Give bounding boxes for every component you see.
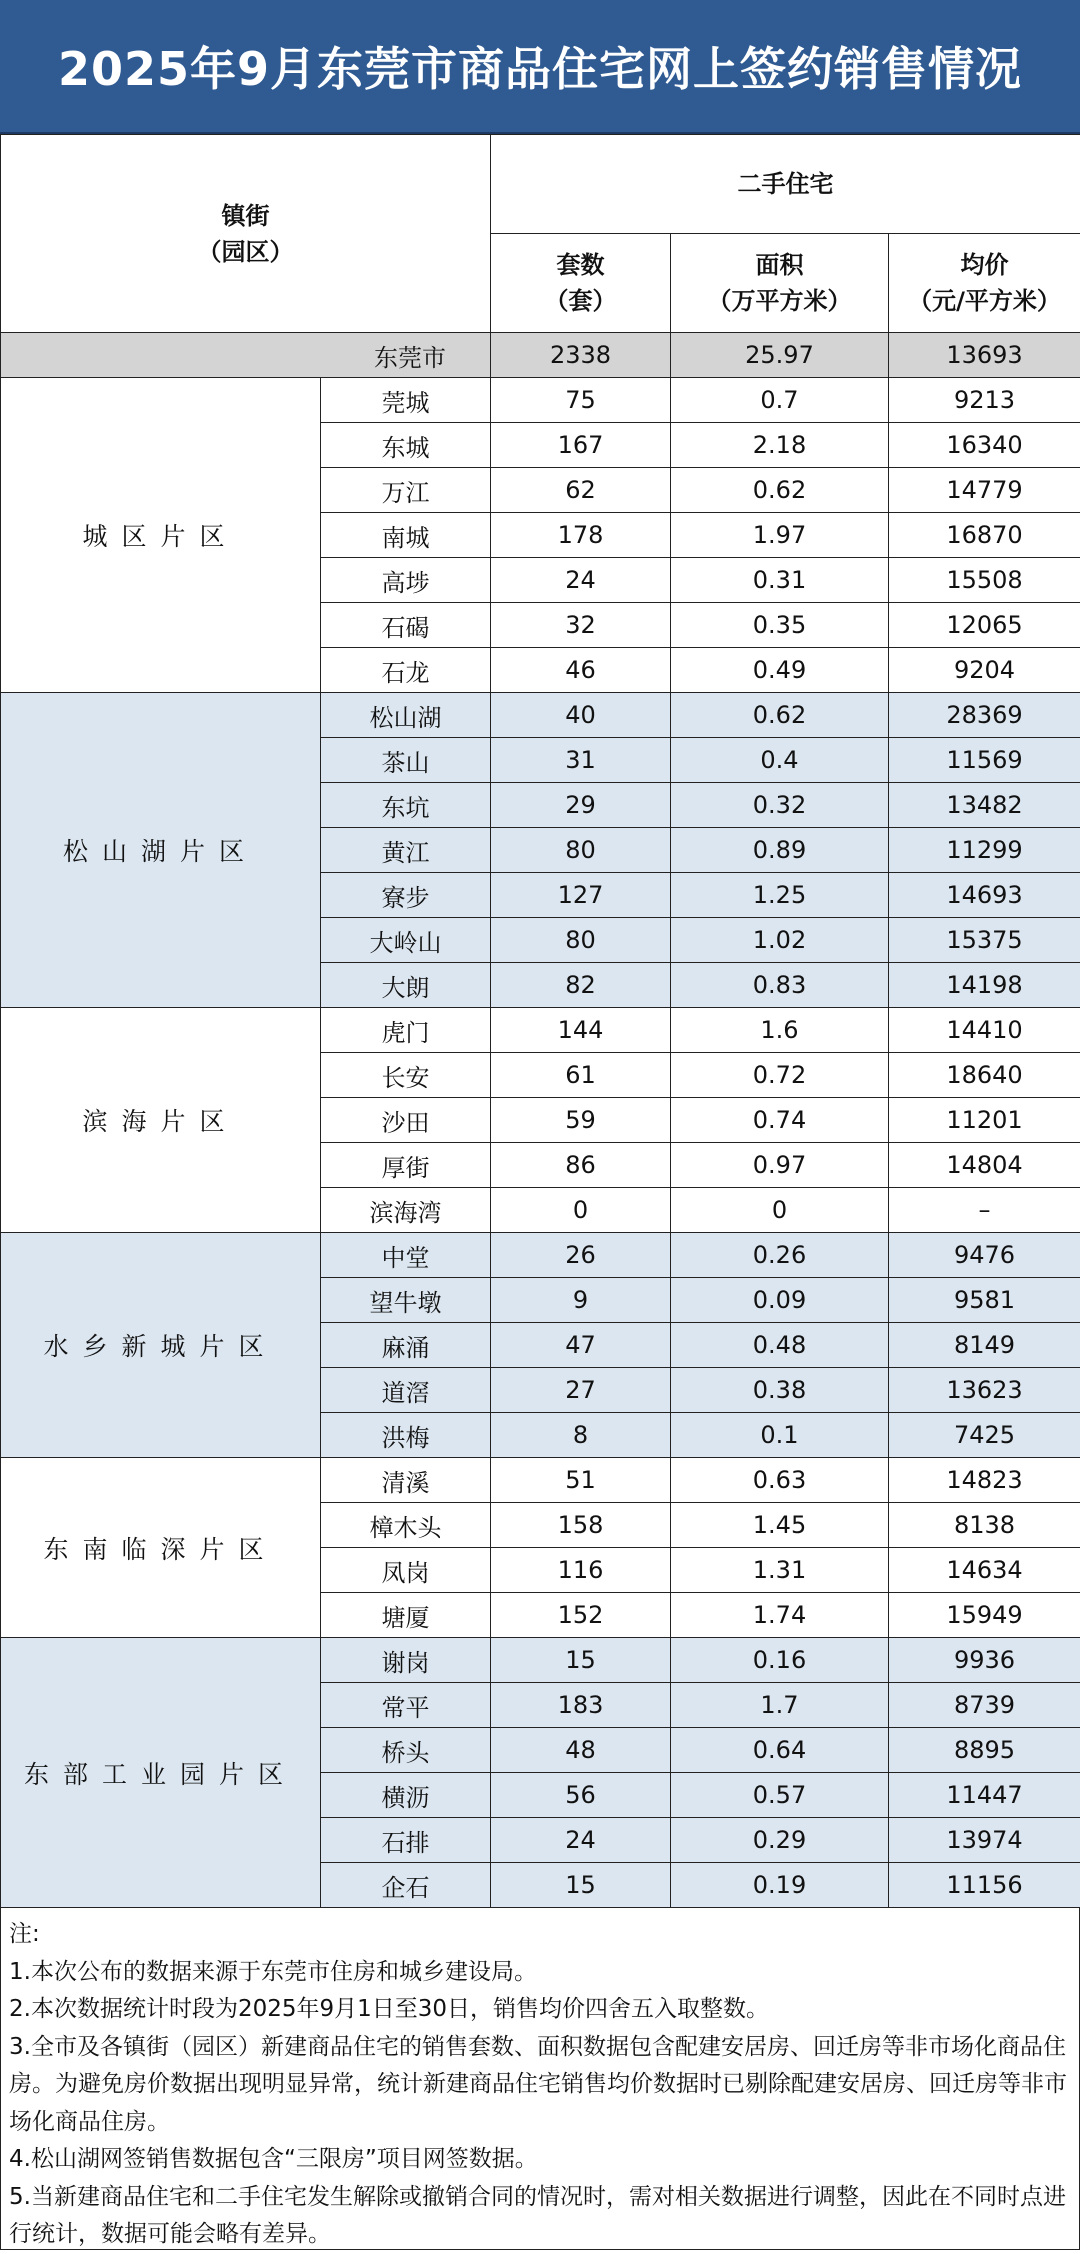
table-row bbox=[1, 693, 1080, 738]
town-area: 1.45 bbox=[671, 1503, 889, 1548]
city-name: 东莞市 bbox=[1, 333, 491, 378]
town-name: 道滘 bbox=[321, 1368, 491, 1413]
town-price: 16340 bbox=[889, 423, 1080, 468]
town-area: 0.38 bbox=[671, 1368, 889, 1413]
town-units: 47 bbox=[491, 1323, 671, 1368]
town-name: 松山湖 bbox=[321, 693, 491, 738]
town-units: 15 bbox=[491, 1863, 671, 1908]
town-price: 8739 bbox=[889, 1683, 1080, 1728]
town-area: 0.97 bbox=[671, 1143, 889, 1188]
town-units: 29 bbox=[491, 783, 671, 828]
town-name: 沙田 bbox=[321, 1098, 491, 1143]
town-price: 9204 bbox=[889, 648, 1080, 693]
notes-section bbox=[0, 1908, 1080, 2250]
town-price: 14693 bbox=[889, 873, 1080, 918]
town-price: 8138 bbox=[889, 1503, 1080, 1548]
town-price: 7425 bbox=[889, 1413, 1080, 1458]
town-name: 东城 bbox=[321, 423, 491, 468]
town-area: 0.62 bbox=[671, 468, 889, 513]
town-area: 0.72 bbox=[671, 1053, 889, 1098]
town-area: 1.6 bbox=[671, 1008, 889, 1053]
notes-heading: 注: bbox=[9, 1916, 1071, 1954]
town-name: 东坑 bbox=[321, 783, 491, 828]
town-name: 厚街 bbox=[321, 1143, 491, 1188]
town-units: 61 bbox=[491, 1053, 671, 1098]
city-area: 25.97 bbox=[671, 333, 889, 378]
town-units: 82 bbox=[491, 963, 671, 1008]
town-area: 0.16 bbox=[671, 1638, 889, 1683]
town-price: 14634 bbox=[889, 1548, 1080, 1593]
town-units: 167 bbox=[491, 423, 671, 468]
town-area: 0.1 bbox=[671, 1413, 889, 1458]
region-name: 东部工业园片区 bbox=[1, 1638, 321, 1908]
town-price: 14823 bbox=[889, 1458, 1080, 1503]
town-area: 0.63 bbox=[671, 1458, 889, 1503]
region-name: 水乡新城片区 bbox=[1, 1233, 321, 1458]
town-units: 56 bbox=[491, 1773, 671, 1818]
town-price: 11201 bbox=[889, 1098, 1080, 1143]
town-units: 26 bbox=[491, 1233, 671, 1278]
note-item: 4.松山湖网签销售数据包含“三限房”项目网签数据。 bbox=[9, 2141, 1071, 2179]
town-units: 75 bbox=[491, 378, 671, 423]
note-item: 2.本次数据统计时段为2025年9月1日至30日，销售均价四舍五入取整数。 bbox=[9, 1991, 1071, 2029]
note-item: 3.全市及各镇街（园区）新建商品住宅的销售套数、面积数据包含配建安居房、回迁房等非市场化商品住房。为避免房价数据出现明显异常，统计新建商品住宅销售均价数据时已剔除配建安居房、回迁房等非市场化商品住房。 bbox=[9, 2029, 1071, 2142]
title-bar bbox=[0, 0, 1080, 134]
town-area: 0.09 bbox=[671, 1278, 889, 1323]
price-column-header: 均价 （元/平方米） bbox=[889, 234, 1080, 333]
town-name: 桥头 bbox=[321, 1728, 491, 1773]
town-price: 13974 bbox=[889, 1818, 1080, 1863]
town-area: 0.48 bbox=[671, 1323, 889, 1368]
town-price: 14410 bbox=[889, 1008, 1080, 1053]
town-price: 9936 bbox=[889, 1638, 1080, 1683]
town-name: 黄江 bbox=[321, 828, 491, 873]
town-units: 183 bbox=[491, 1683, 671, 1728]
town-price: 9476 bbox=[889, 1233, 1080, 1278]
town-name: 万江 bbox=[321, 468, 491, 513]
town-price: 11156 bbox=[889, 1863, 1080, 1908]
area-column-header: 面积 （万平方米） bbox=[671, 234, 889, 333]
town-name: 寮步 bbox=[321, 873, 491, 918]
town-name: 中堂 bbox=[321, 1233, 491, 1278]
town-area: 1.31 bbox=[671, 1548, 889, 1593]
town-area: 0.26 bbox=[671, 1233, 889, 1278]
town-name: 洪梅 bbox=[321, 1413, 491, 1458]
town-name: 南城 bbox=[321, 513, 491, 558]
town-price: 11299 bbox=[889, 828, 1080, 873]
town-units: 144 bbox=[491, 1008, 671, 1053]
town-area: 0 bbox=[671, 1188, 889, 1233]
town-area: 0.19 bbox=[671, 1863, 889, 1908]
city-price: 13693 bbox=[889, 333, 1080, 378]
town-name: 石龙 bbox=[321, 648, 491, 693]
town-units: 8 bbox=[491, 1413, 671, 1458]
town-units: 80 bbox=[491, 828, 671, 873]
town-area: 0.74 bbox=[671, 1098, 889, 1143]
units-column-header: 套数 （套） bbox=[491, 234, 671, 333]
town-units: 9 bbox=[491, 1278, 671, 1323]
town-price: 14198 bbox=[889, 963, 1080, 1008]
town-price: 11447 bbox=[889, 1773, 1080, 1818]
note-item: 1.本次公布的数据来源于东莞市住房和城乡建设局。 bbox=[9, 1954, 1071, 1992]
town-name: 大朗 bbox=[321, 963, 491, 1008]
town-name: 麻涌 bbox=[321, 1323, 491, 1368]
town-price: 11569 bbox=[889, 738, 1080, 783]
town-units: 15 bbox=[491, 1638, 671, 1683]
town-area: 1.74 bbox=[671, 1593, 889, 1638]
region-name: 城区片区 bbox=[1, 378, 321, 693]
town-units: 24 bbox=[491, 558, 671, 603]
town-price: 16870 bbox=[889, 513, 1080, 558]
town-name: 樟木头 bbox=[321, 1503, 491, 1548]
town-area: 1.7 bbox=[671, 1683, 889, 1728]
page-title: 2025年9月东莞市商品住宅网上签约销售情况 bbox=[58, 33, 1022, 99]
town-units: 80 bbox=[491, 918, 671, 963]
sales-table bbox=[0, 134, 1080, 1908]
town-price: 9213 bbox=[889, 378, 1080, 423]
town-area: 0.83 bbox=[671, 963, 889, 1008]
town-area: 2.18 bbox=[671, 423, 889, 468]
town-price: 28369 bbox=[889, 693, 1080, 738]
town-units: 31 bbox=[491, 738, 671, 783]
town-name: 大岭山 bbox=[321, 918, 491, 963]
table-row bbox=[1, 1638, 1080, 1683]
town-price: 15949 bbox=[889, 1593, 1080, 1638]
note-item: 5.当新建商品住宅和二手住宅发生解除或撤销合同的情况时，需对相关数据进行调整，因此在不同时点进行统计，数据可能会略有差异。 bbox=[9, 2179, 1071, 2254]
town-area: 1.25 bbox=[671, 873, 889, 918]
town-name: 莞城 bbox=[321, 378, 491, 423]
town-price: 13482 bbox=[889, 783, 1080, 828]
town-area: 0.35 bbox=[671, 603, 889, 648]
town-units: 48 bbox=[491, 1728, 671, 1773]
town-area: 0.62 bbox=[671, 693, 889, 738]
town-name: 望牛墩 bbox=[321, 1278, 491, 1323]
district-header: 镇街 （园区） bbox=[1, 135, 491, 333]
town-price: 15375 bbox=[889, 918, 1080, 963]
town-area: 0.89 bbox=[671, 828, 889, 873]
town-price: 9581 bbox=[889, 1278, 1080, 1323]
town-area: 1.02 bbox=[671, 918, 889, 963]
town-price: 8895 bbox=[889, 1728, 1080, 1773]
town-area: 0.64 bbox=[671, 1728, 889, 1773]
town-units: 59 bbox=[491, 1098, 671, 1143]
town-name: 虎门 bbox=[321, 1008, 491, 1053]
town-units: 40 bbox=[491, 693, 671, 738]
town-units: 27 bbox=[491, 1368, 671, 1413]
town-units: 152 bbox=[491, 1593, 671, 1638]
town-name: 长安 bbox=[321, 1053, 491, 1098]
town-name: 滨海湾 bbox=[321, 1188, 491, 1233]
town-area: 0.7 bbox=[671, 378, 889, 423]
table-row bbox=[1, 1008, 1080, 1053]
town-name: 石碣 bbox=[321, 603, 491, 648]
secondhand-group-header: 二手住宅 bbox=[491, 135, 1080, 234]
table-row bbox=[1, 1458, 1080, 1503]
town-area: 0.4 bbox=[671, 738, 889, 783]
town-area: 0.49 bbox=[671, 648, 889, 693]
town-units: 116 bbox=[491, 1548, 671, 1593]
town-price: 12065 bbox=[889, 603, 1080, 648]
town-price: 14779 bbox=[889, 468, 1080, 513]
town-area: 0.31 bbox=[671, 558, 889, 603]
town-name: 凤岗 bbox=[321, 1548, 491, 1593]
town-units: 46 bbox=[491, 648, 671, 693]
town-units: 86 bbox=[491, 1143, 671, 1188]
town-units: 24 bbox=[491, 1818, 671, 1863]
town-price: 8149 bbox=[889, 1323, 1080, 1368]
town-units: 62 bbox=[491, 468, 671, 513]
town-price: 14804 bbox=[889, 1143, 1080, 1188]
town-units: 178 bbox=[491, 513, 671, 558]
table-row bbox=[1, 1233, 1080, 1278]
town-area: 1.97 bbox=[671, 513, 889, 558]
region-name: 松山湖片区 bbox=[1, 693, 321, 1008]
town-price: – bbox=[889, 1188, 1080, 1233]
town-name: 塘厦 bbox=[321, 1593, 491, 1638]
town-price: 15508 bbox=[889, 558, 1080, 603]
table-row bbox=[1, 378, 1080, 423]
city-units: 2338 bbox=[491, 333, 671, 378]
town-units: 0 bbox=[491, 1188, 671, 1233]
town-units: 32 bbox=[491, 603, 671, 648]
region-name: 滨海片区 bbox=[1, 1008, 321, 1233]
town-area: 0.32 bbox=[671, 783, 889, 828]
town-price: 18640 bbox=[889, 1053, 1080, 1098]
town-area: 0.29 bbox=[671, 1818, 889, 1863]
town-name: 茶山 bbox=[321, 738, 491, 783]
town-price: 13623 bbox=[889, 1368, 1080, 1413]
town-units: 127 bbox=[491, 873, 671, 918]
town-name: 企石 bbox=[321, 1863, 491, 1908]
town-name: 常平 bbox=[321, 1683, 491, 1728]
town-units: 51 bbox=[491, 1458, 671, 1503]
region-name: 东南临深片区 bbox=[1, 1458, 321, 1638]
town-name: 高埗 bbox=[321, 558, 491, 603]
city-total-row bbox=[1, 333, 1080, 378]
town-name: 横沥 bbox=[321, 1773, 491, 1818]
town-name: 谢岗 bbox=[321, 1638, 491, 1683]
town-name: 石排 bbox=[321, 1818, 491, 1863]
town-units: 158 bbox=[491, 1503, 671, 1548]
town-name: 清溪 bbox=[321, 1458, 491, 1503]
town-area: 0.57 bbox=[671, 1773, 889, 1818]
